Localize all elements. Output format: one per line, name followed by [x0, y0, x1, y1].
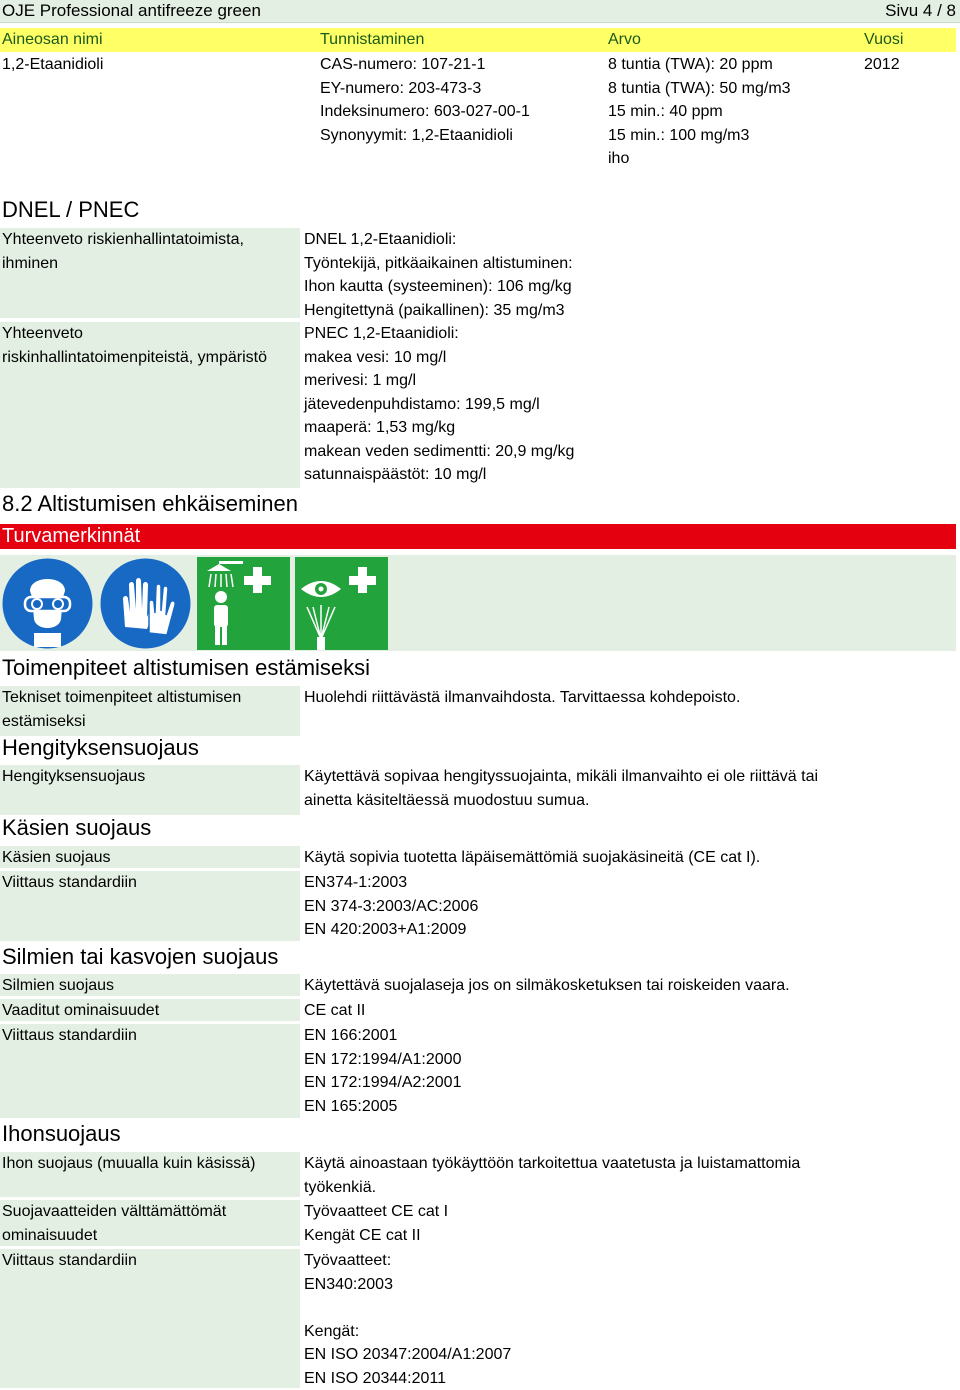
label-line: Käsien suojaus	[2, 849, 111, 866]
standard-line: EN 420:2003+A1:2009	[304, 921, 467, 938]
label-line: Suojavaatteiden välttämättömät	[2, 1203, 227, 1220]
identification-line: CAS-numero: 107-21-1	[320, 56, 486, 73]
technical-measures-value: Huolehdi riittävästä ilmanvaihdosta. Tarvittaessa kohdepoisto.	[304, 689, 741, 706]
document-title: OJE Professional antifreeze green	[2, 1, 261, 20]
value-line: iho	[608, 150, 630, 167]
eyes-standard-label	[0, 1024, 300, 1118]
eyewash-station-icon	[295, 557, 388, 650]
eyes-requirements-label	[0, 999, 300, 1021]
dnel-heading: DNEL / PNEC	[2, 197, 140, 222]
hands-standard-label	[0, 871, 300, 941]
technical-measures-label	[0, 686, 300, 736]
safety-signs-bar	[0, 524, 956, 549]
label-line: Silmien suojaus	[2, 977, 115, 994]
label-line: Tekniset toimenpiteet altistumisen	[2, 689, 242, 706]
label-line: Yhteenveto	[2, 325, 83, 342]
pnec-line: PNEC 1,2-Etaanidioli:	[304, 325, 459, 342]
label-line: Hengityksensuojaus	[2, 768, 146, 785]
label-line: ominaisuudet	[2, 1226, 98, 1244]
eyes-heading: Silmien tai kasvojen suojaus	[2, 944, 279, 969]
label-line: Viittaus standardiin	[2, 1027, 137, 1044]
label-line: Ihon suojaus (muualla kuin käsissä)	[2, 1155, 256, 1172]
safety-signs-heading: Turvamerkinnät	[2, 525, 141, 547]
year-value: 2012	[864, 56, 900, 73]
dnel-line: Työntekijä, pitkäaikainen altistuminen:	[304, 254, 573, 272]
skin-standards	[304, 1249, 511, 1390]
value-line: 8 tuntia (TWA): 20 ppm	[608, 56, 773, 73]
identification-line: EY-numero: 203-473-3	[320, 79, 482, 97]
environment-summary-values	[304, 322, 574, 487]
safety-goggles-icon	[1, 557, 94, 650]
pnec-line: makean veden sedimentti: 20,9 mg/kg	[304, 442, 575, 460]
skin-standard-label	[0, 1249, 300, 1388]
dnel-line: DNEL 1,2-Etaanidioli:	[304, 231, 457, 248]
label-line: estämiseksi	[2, 712, 86, 730]
col-header-name: Aineosan nimi	[2, 31, 103, 48]
skin-requirements-label	[0, 1200, 300, 1246]
standard-line: EN 165:2005	[304, 1097, 398, 1115]
exposure-table-header	[0, 28, 956, 52]
respiratory-label	[0, 765, 300, 815]
environment-summary-label	[0, 322, 300, 488]
standard-line: EN340:2003	[304, 1275, 393, 1293]
col-header-identification: Tunnistaminen	[320, 31, 425, 48]
value-line: Käytettävä sopivaa hengityssuojainta, mikäli ilmanvaihto ei ole riittävä tai	[304, 768, 819, 785]
skin-value	[304, 1152, 800, 1199]
measures-heading: Toimenpiteet altistumisen estämiseksi	[2, 655, 371, 680]
dnel-line: Ihon kautta (systeeminen): 106 mg/kg	[304, 278, 572, 295]
standard-line: EN 172:1994/A1:2000	[304, 1050, 462, 1068]
pnec-line: merivesi: 1 mg/l	[304, 372, 417, 389]
value-line: 15 min.: 100 mg/m3	[608, 126, 750, 144]
standard-line: EN 374-3:2003/AC:2006	[304, 897, 479, 915]
identification-list	[320, 53, 530, 147]
standard-line: EN 166:2001	[304, 1027, 398, 1044]
value-line: työkenkiä.	[304, 1178, 377, 1196]
skin-label	[0, 1152, 300, 1197]
eyes-value: Käytettävä suojalaseja jos on silmäkosketuksen tai roiskeiden vaara.	[304, 977, 790, 994]
value-line: Kengät CE cat II	[304, 1226, 421, 1244]
value-line: ainetta käsiteltäessä muodostuu sumua.	[304, 791, 590, 809]
human-summary-values	[304, 228, 573, 322]
hands-label	[0, 846, 300, 868]
label-line: riskinhallintatoimenpiteistä, ympäristö	[2, 348, 267, 366]
col-header-value: Arvo	[608, 31, 641, 48]
pnec-line: jätevedenpuhdistamo: 199,5 mg/l	[304, 395, 540, 413]
label-line: Viittaus standardiin	[2, 1252, 137, 1269]
standard-line: Kengät:	[304, 1322, 360, 1340]
emergency-shower-icon	[197, 557, 290, 650]
skin-requirements-values	[304, 1200, 448, 1247]
value-line: 8 tuntia (TWA): 50 mg/m3	[608, 79, 791, 97]
standard-line: Työvaatteet:	[304, 1252, 392, 1269]
exposure-controls-heading: 8.2 Altistumisen ehkäiseminen	[2, 491, 298, 516]
eyes-requirements-value: CE cat II	[304, 1002, 366, 1019]
skin-heading: Ihonsuojaus	[2, 1121, 121, 1146]
dnel-line: Hengitettynä (paikallinen): 35 mg/m3	[304, 301, 565, 319]
hands-heading: Käsien suojaus	[2, 815, 152, 840]
standard-line	[304, 1296, 511, 1320]
label-line: Yhteenveto riskienhallintatoimista,	[2, 231, 244, 248]
pnec-line: maaperä: 1,53 mg/kg	[304, 419, 456, 436]
label-line: ihminen	[2, 254, 59, 272]
identification-line: Indeksinumero: 603-027-00-1	[320, 103, 530, 120]
value-line: 15 min.: 40 ppm	[608, 103, 723, 120]
value-line: Käytä ainoastaan työkäyttöön tarkoitettua vaatetusta ja luistamattomia	[304, 1155, 801, 1172]
respiratory-heading: Hengityksensuojaus	[2, 735, 199, 760]
standard-line: EN 172:1994/A2:2001	[304, 1074, 462, 1091]
standard-line: EN374-1:2003	[304, 874, 408, 891]
document-header	[0, 0, 960, 23]
hands-value: Käytä sopivia tuotetta läpäisemättömiä suojakäsineitä (CE cat I).	[304, 849, 761, 866]
label-line: Viittaus standardiin	[2, 874, 137, 891]
value-list	[608, 53, 791, 171]
col-header-year: Vuosi	[864, 31, 904, 48]
standard-line: EN ISO 20344:2011	[304, 1369, 447, 1387]
page-number: Sivu 4 / 8	[885, 1, 956, 20]
eyes-label	[0, 974, 300, 996]
pnec-line: makea vesi: 10 mg/l	[304, 348, 447, 366]
human-summary-label	[0, 228, 300, 318]
standard-line: EN ISO 20347:2004/A1:2007	[304, 1346, 512, 1363]
identification-line: Synonyymit: 1,2-Etaanidioli	[320, 126, 513, 144]
substance-name: 1,2-Etaanidioli	[2, 56, 104, 73]
hands-standards	[304, 871, 478, 942]
eyes-standards	[304, 1024, 461, 1118]
protective-gloves-icon	[99, 557, 192, 650]
label-line: Vaaditut ominaisuudet	[2, 1002, 160, 1019]
pnec-line: satunnaispäästöt: 10 mg/l	[304, 466, 487, 483]
respiratory-value	[304, 765, 818, 812]
value-line: Työvaatteet CE cat I	[304, 1203, 449, 1220]
